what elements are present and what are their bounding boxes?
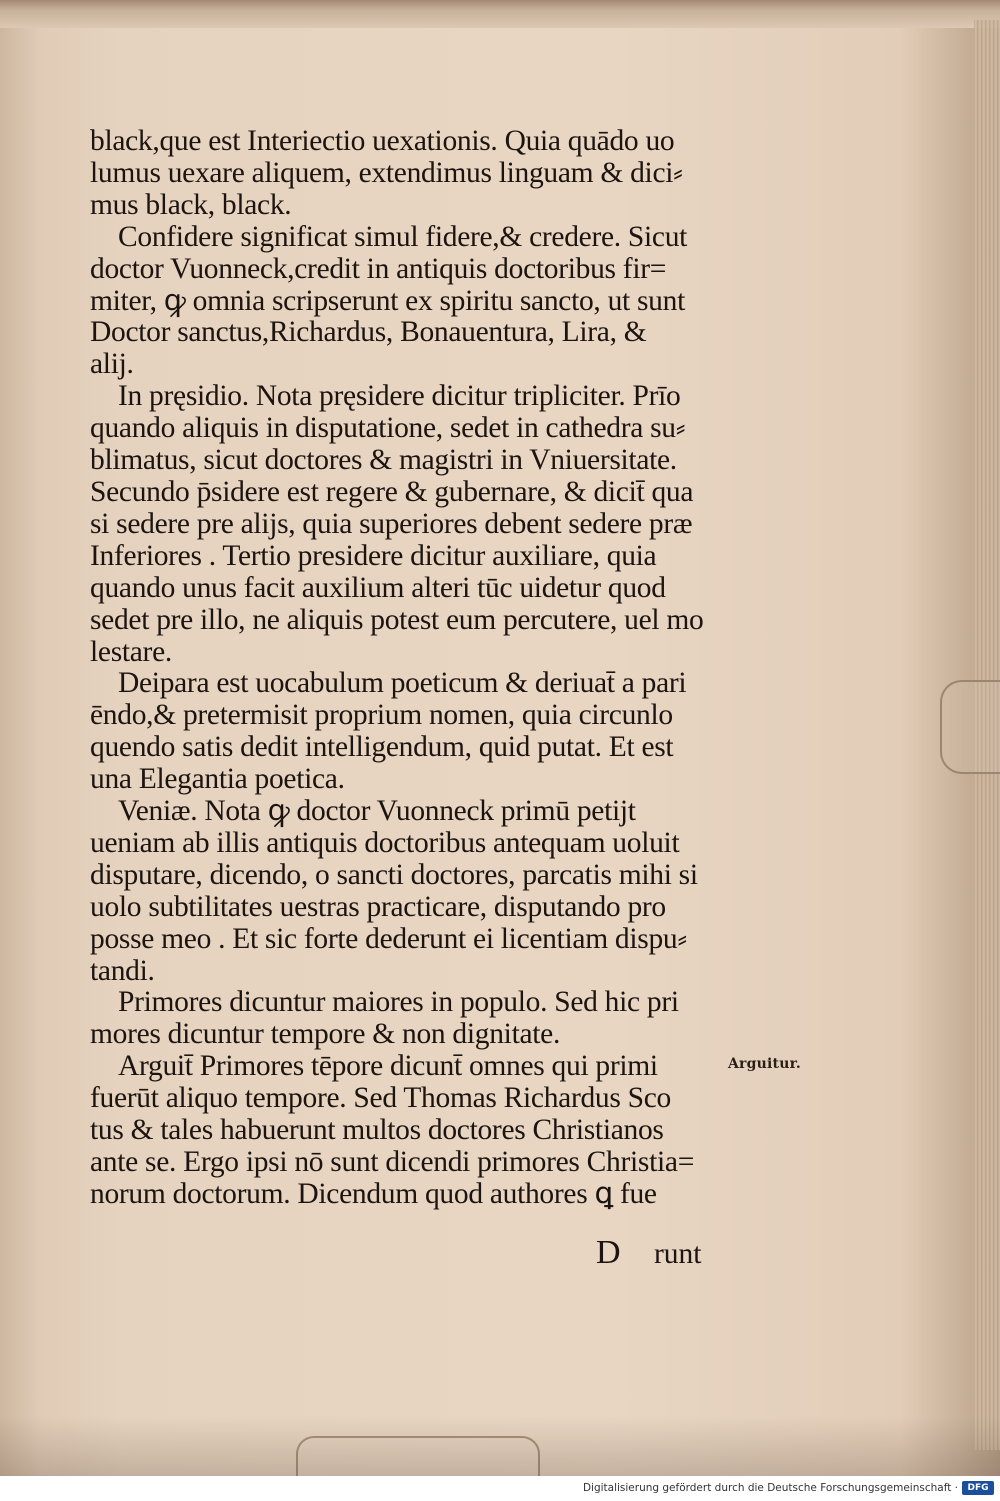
clip-tab-shape (940, 680, 1000, 774)
footer-bar (0, 1476, 1000, 1501)
signature-mark: D (596, 1234, 621, 1271)
text-line: black,que est Interiectio uexationis. Quia quādo uo (90, 125, 675, 157)
text-line: norum doctorum. Dicendum quod authores ꝗ fue (90, 1177, 657, 1210)
funding-credit: Digitalisierung gefördert durch die Deutsche Forschungsgemeinschaft · (582, 1482, 958, 1494)
text-line: uolo subtilitates uestras practicare, disputando pro (90, 890, 666, 923)
text-line: Deipara est uocabulum poeticum & deriuat̄ a pari (118, 667, 687, 700)
text-line: Veniæ. Nota ꝙ doctor Vuonneck primū petijt (118, 795, 636, 828)
dfg-logo-icon: DFG (962, 1481, 994, 1495)
text-line: si sedere pre alijs, quia superiores debent sedere præ (90, 507, 693, 540)
text-line: miter, ꝙ omnia scripserunt ex spiritu sancto, ut sunt (90, 284, 685, 317)
text-line: In pręsidio. Nota pręsidere dicitur tripliciter. Prīo (118, 380, 681, 413)
text-line: tandi. (90, 954, 155, 987)
text-line: alij. (90, 348, 134, 381)
text-line: mores dicuntur tempore & non dignitate. (90, 1018, 561, 1051)
text-line: una Elegantia poetica. (90, 763, 345, 796)
text-line: Arguit̄ Primores tēpore dicunt̄ omnes qui primi (118, 1050, 658, 1083)
text-line: quando unus facit auxilium alteri tūc uidetur quod (90, 571, 666, 604)
text-line: disputare, dicendo, o sancti doctores, parcatis mihi si (90, 858, 698, 891)
text-line: lestare. (90, 635, 172, 668)
text-line: sedet pre illo, ne aliquis potest eum percutere, uel mo (90, 603, 704, 636)
bottom-shadow (0, 1416, 1000, 1476)
text-line: blimatus, sicut doctores & magistri in Vniuersitate. (90, 444, 677, 477)
text-line: fuerūt aliquo tempore. Sed Thomas Richardus Sco (90, 1082, 671, 1115)
text-line: quendo satis dedit intelligendum, quid putat. Et est (90, 731, 674, 764)
text-line: ueniam ab illis antiquis doctoribus antequam uoluit (90, 826, 680, 859)
catchword: runt (653, 1238, 702, 1270)
text-line: quando aliquis in disputatione, sedet in cathedra su⸗ (90, 412, 686, 445)
text-line: posse meo . Et sic forte dederunt ei licentiam dispu⸗ (90, 922, 687, 955)
text-line: Inferiores . Tertio presidere dicitur auxiliare, quia (90, 539, 657, 572)
marginal-note: Arguitur. (728, 1056, 801, 1072)
text-line: Primores dicuntur maiores in populo. Sed hic pri (118, 986, 679, 1019)
signature-line (596, 1234, 701, 1272)
text-line: tus & tales habuerunt multos doctores Christianos (90, 1114, 664, 1147)
text-line: Confidere significat simul fidere,& credere. Sicut (118, 220, 688, 253)
text-line: ante se. Ergo ipsi nō sunt dicendi primores Christia= (90, 1146, 695, 1178)
page-top-edge (0, 0, 1000, 28)
text-line: Secundo p̄sidere est regere & gubernare, & dicit̄ qua (90, 475, 694, 508)
text-line: doctor Vuonneck,credit in antiquis doctoribus fir= (90, 252, 667, 285)
text-line: mus black, black. (90, 188, 292, 221)
text-line: lumus uexare aliquem, extendimus linguam & dici⸗ (90, 156, 683, 189)
body-text (90, 126, 740, 1211)
text-line: Doctor sanctus,Richardus, Bonauentura, Lira, & (90, 316, 647, 349)
text-line: ēndo,& pretermisit proprium nomen, quia circunlo (90, 699, 673, 732)
